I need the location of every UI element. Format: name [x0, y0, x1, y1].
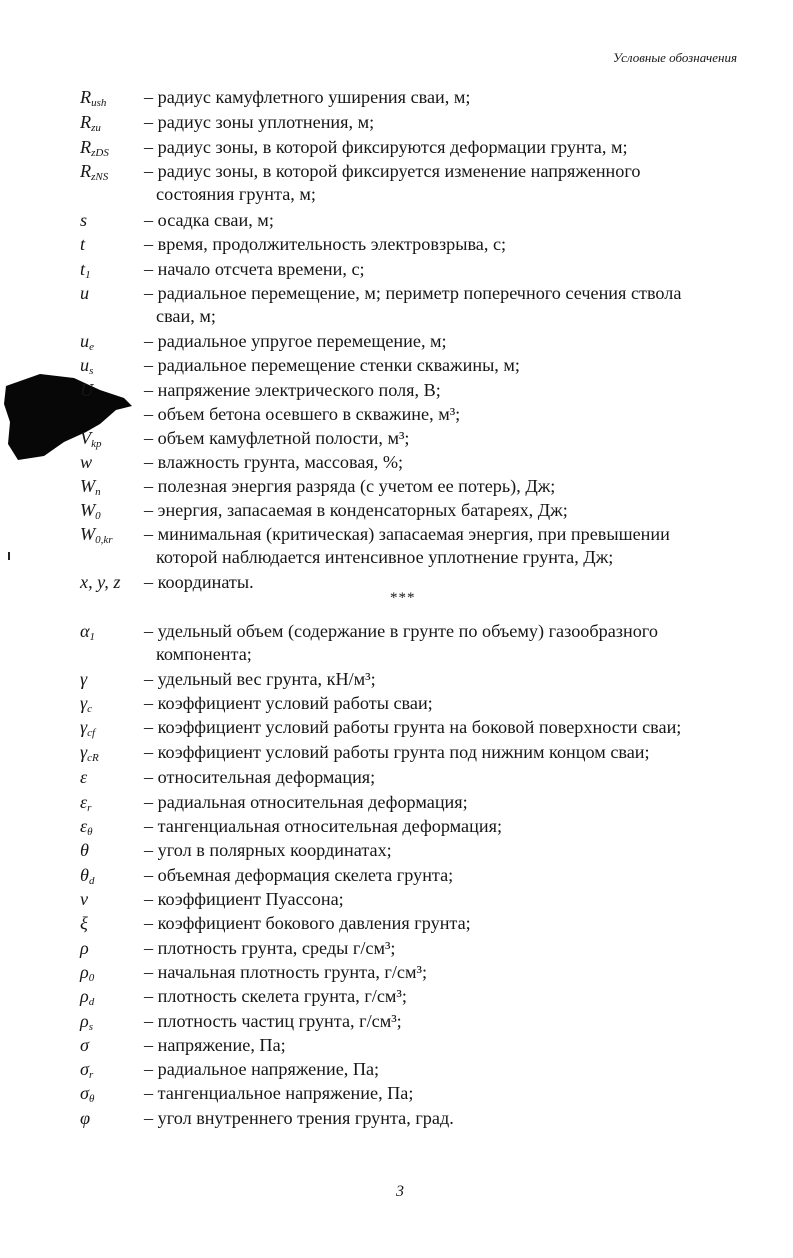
symbol-definition: [144, 668, 744, 691]
definition-line: – коэффициент условий работы сваи;: [144, 693, 433, 713]
symbol: [80, 233, 144, 256]
symbol: [80, 136, 144, 159]
symbol-definition: [144, 741, 744, 764]
symbol-base: α: [80, 621, 90, 641]
symbol-base: φ: [80, 1108, 91, 1128]
definition-line: – напряжение, Па;: [144, 1035, 286, 1055]
symbol-definition: [144, 136, 744, 159]
symbol-base: u: [80, 331, 90, 351]
symbol-subscript: θ: [87, 826, 93, 838]
symbol-subscript: ush: [91, 97, 107, 109]
definition-line: – коэффициент бокового давления грунта;: [144, 913, 471, 933]
symbol-base: σ: [80, 1035, 89, 1055]
symbol-subscript: r: [87, 802, 92, 814]
definition-line: – плотность частиц грунта, г/см³;: [144, 1011, 402, 1031]
symbol: [80, 571, 144, 594]
symbol-definition: [144, 985, 744, 1008]
symbol: [80, 912, 144, 935]
symbol-definition: [144, 1058, 744, 1081]
symbol-base: u: [80, 283, 90, 303]
symbol-definition: [144, 379, 744, 402]
symbol-base: ρ: [80, 986, 89, 1006]
symbol-base: ξ: [80, 913, 88, 933]
symbol: [80, 937, 144, 960]
definition-line: – напряжение электрического поля, В;: [144, 380, 441, 400]
definition-line: компонента;: [156, 644, 252, 664]
symbol-base: w: [80, 452, 93, 472]
symbol-base: σ: [80, 1083, 89, 1103]
symbol-subscript: kp: [91, 438, 102, 450]
symbol-subscript: 0: [95, 510, 101, 522]
symbol: [80, 692, 144, 715]
symbol-definition: [144, 160, 744, 206]
symbol-base: W: [80, 524, 96, 544]
symbol-definition: [144, 839, 744, 862]
symbol-subscript: zNS: [91, 171, 109, 183]
symbol-base: ε: [80, 767, 88, 787]
symbol: [80, 427, 144, 450]
symbol-definition: [144, 86, 744, 109]
symbol-subscript: zDS: [91, 147, 109, 159]
symbol-definition: [144, 451, 744, 474]
symbol: [80, 961, 144, 984]
symbol: [80, 1034, 144, 1057]
symbol-subscript: r: [88, 1069, 94, 1081]
definition-line: – тангенциальная относительная деформация;: [144, 816, 503, 836]
definition-line: – радиальное напряжение, Па;: [144, 1059, 380, 1079]
symbol-subscript: c: [87, 703, 93, 715]
definition-line: – время, продолжительность электровзрыва, с;: [144, 234, 507, 254]
definition-line: состояния грунта, м;: [156, 184, 316, 204]
symbol-definition: [144, 354, 744, 377]
definition-line: – удельный объем (содержание в грунте по объему) газообразного: [144, 621, 658, 641]
symbol-definition: [144, 620, 744, 666]
symbol-definition: [144, 815, 744, 838]
symbol-definition: [144, 111, 744, 134]
symbol-base: R: [80, 161, 92, 181]
symbol-definition: [144, 499, 744, 522]
symbol-definition: [144, 330, 744, 353]
symbol: [80, 620, 144, 643]
symbol-definition: [144, 233, 744, 256]
symbol-subscript: n: [95, 486, 101, 498]
symbol-definition: [144, 937, 744, 960]
symbol-definition: [144, 716, 744, 739]
definition-line: – начальная плотность грунта, г/см³;: [144, 962, 428, 982]
definition-line: – радиальное упругое перемещение, м;: [144, 331, 447, 351]
scan-mark: [8, 552, 10, 560]
definition-line: – начало отсчета времени, с;: [144, 259, 365, 279]
definition-line: – радиус зоны уплотнения, м;: [144, 112, 375, 132]
symbol: [80, 330, 144, 353]
symbol-base: R: [80, 87, 92, 107]
symbol: [80, 668, 144, 691]
symbol-base: ε: [80, 792, 88, 812]
symbol-subscript: 0,kr: [95, 534, 113, 546]
symbol-base: R: [80, 137, 92, 157]
symbol: [80, 209, 144, 232]
definition-line: – энергия, запасаемая в конденсаторных батареях, Дж;: [144, 500, 568, 520]
symbol-subscript: d: [88, 875, 95, 887]
symbol-base: x, y, z: [80, 572, 121, 592]
symbol-base: ρ: [80, 938, 89, 958]
symbol-definition: [144, 692, 744, 715]
symbol-definition: [144, 571, 744, 594]
symbol-definition: [144, 427, 744, 450]
symbol-base: θ: [80, 840, 89, 860]
symbol-subscript: zu: [91, 122, 101, 134]
symbol-subscript: 0: [88, 972, 95, 984]
symbol: [80, 160, 144, 183]
symbol: [80, 451, 144, 474]
symbol-definition: [144, 791, 744, 814]
symbol-subscript: e: [89, 341, 94, 353]
symbol-base: V: [80, 428, 92, 448]
definition-line: – минимальная (критическая) запасаемая энергия, при превышении: [144, 524, 670, 544]
symbol-base: s: [80, 210, 88, 230]
symbol: [80, 523, 144, 546]
definition-line: сваи, м;: [156, 306, 216, 326]
symbol: [80, 766, 144, 789]
symbol-base: U: [80, 380, 94, 400]
symbol: [80, 111, 144, 134]
symbol-definition: [144, 864, 744, 887]
symbol-subscript: 1: [89, 631, 96, 643]
symbol-definition: [144, 1082, 744, 1105]
symbol: [80, 839, 144, 862]
symbol-subscript: θ: [88, 1093, 95, 1105]
definition-line: – объем бетона осевшего в скважине, м³;: [144, 404, 461, 424]
symbol: [80, 282, 144, 305]
symbol: [80, 864, 144, 887]
symbol-definition: [144, 1034, 744, 1057]
symbol: [80, 791, 144, 814]
symbol: [80, 1107, 144, 1130]
page-number: 3: [396, 1183, 404, 1200]
definition-line: – радиальная относительная деформация;: [144, 792, 468, 812]
symbol: [80, 716, 144, 739]
symbol: [80, 985, 144, 1008]
definition-line: – полезная энергия разряда (с учетом ее потерь), Дж;: [144, 476, 556, 496]
definition-line: – плотность грунта, среды г/см³;: [144, 938, 396, 958]
symbol-base: t: [80, 234, 86, 254]
symbol-definition: [144, 766, 744, 789]
symbol-base: ε: [80, 816, 88, 836]
symbol-definition: [144, 912, 744, 935]
symbol-definition: [144, 1107, 744, 1130]
symbol: [80, 258, 144, 281]
symbol-subscript: cR: [87, 752, 99, 764]
definition-line: которой наблюдается интенсивное уплотнение грунта, Дж;: [156, 547, 614, 567]
definition-line: – тангенциальное напряжение, Па;: [144, 1083, 414, 1103]
symbol: [80, 1082, 144, 1105]
definition-line: – угол в полярных координатах;: [144, 840, 392, 860]
symbol: [80, 888, 144, 911]
definition-line: – радиальное перемещение, м; периметр поперечного сечения ствола: [144, 283, 682, 303]
symbol-base: γ: [80, 717, 88, 737]
symbol-base: θ: [80, 865, 89, 885]
symbol-base: σ: [80, 1059, 89, 1079]
symbol-base: u: [80, 355, 90, 375]
running-header: Условные обозначения: [613, 50, 737, 65]
symbol-definition: [144, 1010, 744, 1033]
symbol: [80, 86, 144, 109]
symbol-base: γ: [80, 669, 88, 689]
symbol-base: W: [80, 476, 96, 496]
symbol-subscript: 1: [85, 269, 91, 281]
symbol-subscript: s: [88, 1021, 94, 1033]
symbol-base: γ: [80, 693, 88, 713]
definition-line: – радиус зоны, в которой фиксируется изменение напряженного: [144, 161, 641, 181]
definition-line: – коэффициент условий работы грунта под нижним концом сваи;: [144, 742, 650, 762]
symbol-subscript: cf: [87, 727, 96, 739]
symbol-definition: [144, 403, 744, 426]
definition-line: – плотность скелета грунта, г/см³;: [144, 986, 407, 1006]
symbol-definition: [144, 888, 744, 911]
symbol-subscript: s: [89, 365, 94, 377]
symbol-base: γ: [80, 742, 88, 762]
definition-line: – радиальное перемещение стенки скважины, м;: [144, 355, 520, 375]
symbol-base: ν: [80, 889, 89, 909]
symbol: [80, 475, 144, 498]
definition-line: – коэффициент Пуассона;: [144, 889, 344, 909]
symbol: [80, 1010, 144, 1033]
definition-line: – объем камуфлетной полости, м³;: [144, 428, 410, 448]
symbol-definition: [144, 282, 744, 328]
definition-line: – радиус камуфлетного уширения сваи, м;: [144, 87, 471, 107]
symbol-base: ρ: [80, 962, 89, 982]
symbol-base: R: [80, 112, 92, 132]
definition-line: – угол внутреннего трения грунта, град.: [144, 1108, 454, 1128]
symbol-base: W: [80, 500, 96, 520]
definition-line: – радиус зоны, в которой фиксируются деформации грунта, м;: [144, 137, 628, 157]
symbol-definition: [144, 209, 744, 232]
definition-line: – коэффициент условий работы грунта на боковой поверхности сваи;: [144, 717, 682, 737]
definition-line: – относительная деформация;: [144, 767, 376, 787]
symbol-base: t: [80, 259, 86, 279]
definition-line: – объемная деформация скелета грунта;: [144, 865, 454, 885]
definition-line: – удельный вес грунта, кН/м³;: [144, 669, 376, 689]
definition-line: – осадка сваи, м;: [144, 210, 274, 230]
symbol: [80, 1058, 144, 1081]
symbol: [80, 499, 144, 522]
symbol: [80, 741, 144, 764]
definition-line: – координаты.: [144, 572, 254, 592]
symbol-definition: [144, 523, 744, 569]
section-separator: ***: [390, 590, 416, 606]
symbol-definition: [144, 961, 744, 984]
symbol-subscript: d: [88, 996, 95, 1008]
definition-line: – влажность грунта, массовая, %;: [144, 452, 404, 472]
symbol: [80, 815, 144, 838]
symbol-base: ρ: [80, 1011, 89, 1031]
symbol: [80, 379, 144, 402]
symbol: [80, 354, 144, 377]
symbol-definition: [144, 258, 744, 281]
symbol-definition: [144, 475, 744, 498]
